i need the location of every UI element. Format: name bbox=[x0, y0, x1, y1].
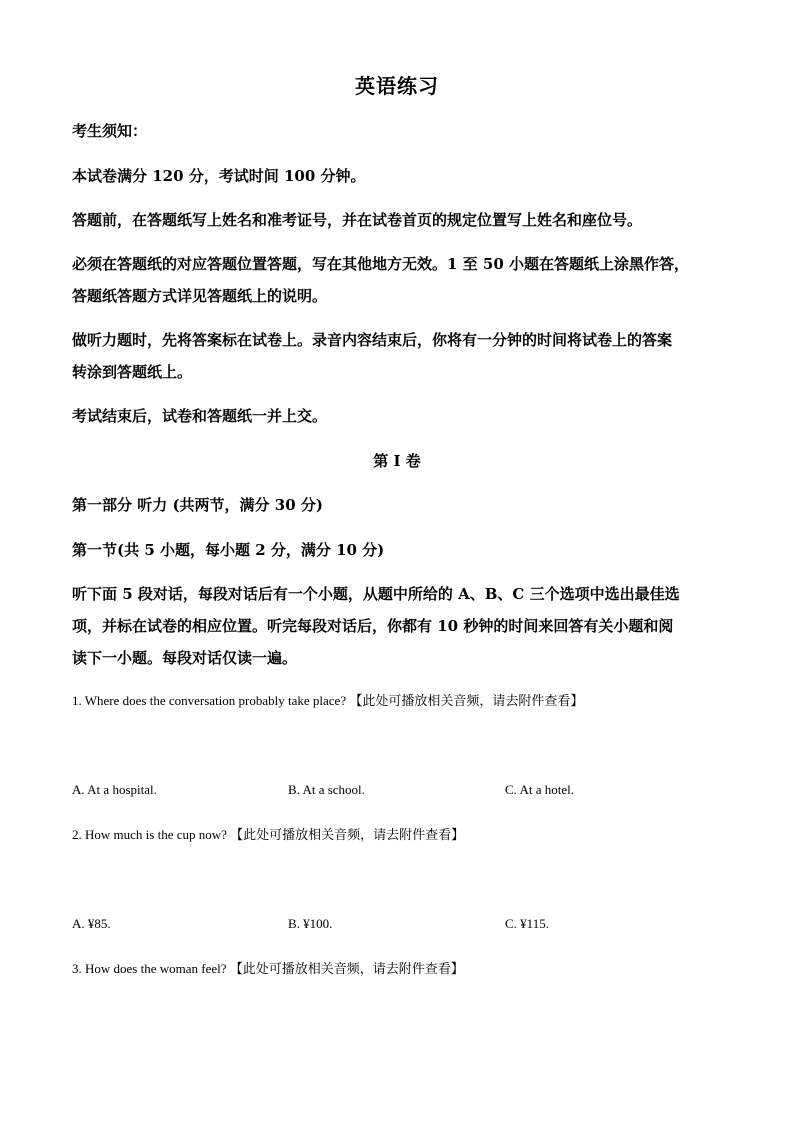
notice-item: 本试卷满分 120 分，考试时间 100 分钟。 bbox=[72, 167, 366, 185]
section-heading: 第一节(共 5 小题，每小题 2 分，满分 10 分) bbox=[72, 541, 385, 559]
question-2 bbox=[72, 825, 464, 846]
part-heading: 第一部分 听力 (共两节，满分 30 分) bbox=[72, 496, 323, 514]
question-text: 1. Where does the conversation probably take place? bbox=[72, 693, 347, 708]
notice-item: 答题前，在答题纸写上姓名和准考证号，并在试卷首页的规定位置写上姓名和座位号。 bbox=[72, 211, 643, 229]
notice-item: 考试结束后，试卷和答题纸一并上交。 bbox=[72, 407, 328, 425]
notice-item: 答题纸答题方式详见答题纸上的说明。 bbox=[72, 287, 328, 305]
volume-heading: 第 I 卷 bbox=[373, 452, 421, 470]
question-1 bbox=[72, 691, 583, 712]
option-b: B. At a school. bbox=[288, 782, 365, 797]
page-title: 英语练习 bbox=[355, 74, 439, 98]
question-text: 2. How much is the cup now? bbox=[72, 827, 227, 842]
notice-heading: 考生须知： bbox=[72, 122, 148, 140]
audio-note: 【此处可播放相关音频，请去附件查看】 bbox=[230, 828, 465, 843]
option-a: A. ¥85. bbox=[72, 916, 111, 931]
option-b: B. ¥100. bbox=[288, 916, 333, 931]
notice-item: 转涂到答题纸上。 bbox=[72, 363, 193, 381]
question-3 bbox=[72, 959, 464, 980]
instruction-line: 读下一小题。每段对话仅读一遍。 bbox=[72, 649, 298, 667]
notice-item: 必须在答题纸的对应答题位置答题，写在其他地方无效。1 至 50 小题在答题纸上涂黑作答， bbox=[72, 255, 689, 273]
instruction-line: 项，并标在试卷的相应位置。听完每段对话后，你都有 10 秒钟的时间来回答有关小题和阅 bbox=[72, 617, 674, 635]
notice-item: 做听力题时，先将答案标在试卷上。录音内容结束后，你将有一分钟的时间将试卷上的答案 bbox=[72, 331, 673, 349]
instruction-line: 听下面 5 段对话，每段对话后有一个小题，从题中所给的 A、B、C 三个选项中选出最佳选 bbox=[72, 585, 680, 603]
audio-note: 【此处可播放相关音频，请去附件查看】 bbox=[349, 694, 584, 709]
question-text: 3. How does the woman feel? bbox=[72, 961, 227, 976]
option-a: A. At a hospital. bbox=[72, 782, 157, 797]
option-c: C. ¥115. bbox=[505, 916, 549, 931]
option-c: C. At a hotel. bbox=[505, 782, 574, 797]
audio-note: 【此处可播放相关音频，请去附件查看】 bbox=[229, 962, 464, 977]
